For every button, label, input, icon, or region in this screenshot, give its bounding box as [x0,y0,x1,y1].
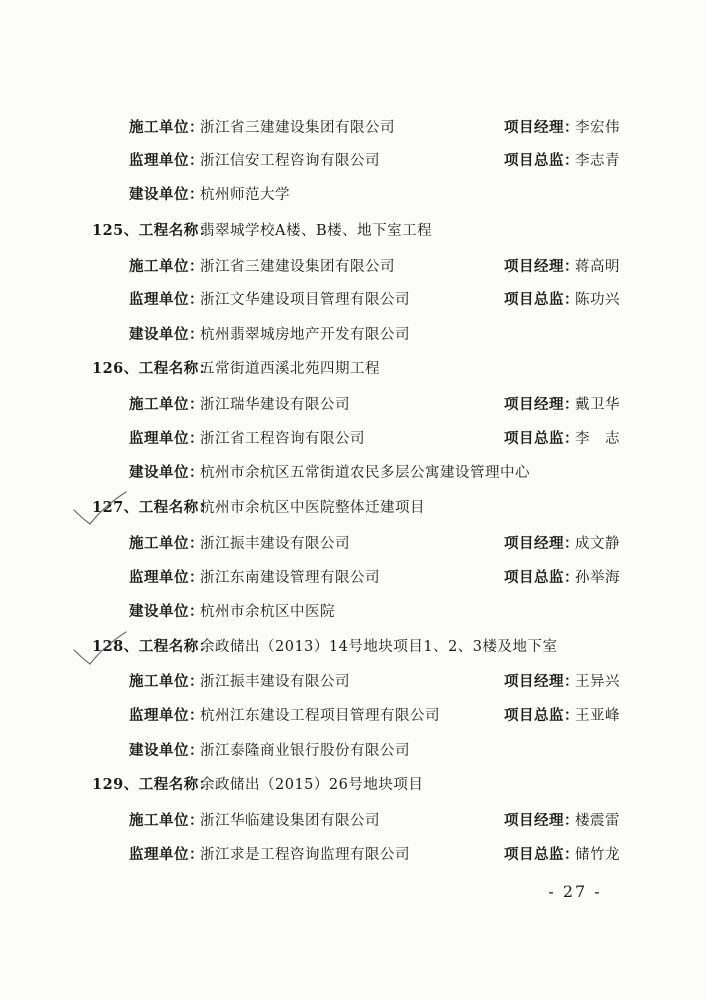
chief-supervisor-label: 项目总监： [504,291,579,308]
chief-supervisor-value: 李 志 [575,431,620,447]
chief-supervisor-value: 李志青 [575,153,620,169]
project-name-label: 工程名称： [138,638,214,655]
contractor-value: 浙江振丰建设有限公司 [200,674,350,690]
chief-supervisor-label: 项目总监： [504,846,579,863]
contractor-value: 浙江振丰建设有限公司 [200,536,350,552]
owner-row [0,320,706,350]
project-number-and-label [92,216,214,246]
owner-value: 浙江泰隆商业银行股份有限公司 [200,743,410,759]
supervisor-label: 监理单位： [129,846,204,863]
owner-label: 建设单位： [129,186,204,203]
contractor-row [0,390,706,420]
chief-supervisor-value: 王亚峰 [575,708,620,724]
project-number: 127、 [92,499,139,516]
page-number: - 27 - [548,882,602,901]
contractor-label: 施工单位： [129,119,204,136]
project-number: 125、 [92,222,139,239]
project-name: 余政储出（2013）14号地块项目1、2、3楼及地下室 [200,639,558,655]
contractor-row [0,252,706,282]
supervisor-label: 监理单位： [129,707,204,724]
contractor-row [0,667,706,697]
contractor-row [0,806,706,836]
project-manager-value: 楼震雷 [575,813,620,829]
chief-supervisor-label: 项目总监： [504,569,579,586]
supervisor-row [0,563,706,593]
contractor-value: 浙江省三建建设集团有限公司 [200,259,395,275]
supervisor-label: 监理单位： [129,430,204,447]
supervisor-row [0,285,706,315]
owner-row [0,180,706,210]
project-manager-label: 项目经理： [504,396,579,413]
chief-supervisor-value: 陈功兴 [575,292,620,308]
chief-supervisor-value: 孙举海 [575,570,620,586]
project-number-and-label [92,770,214,800]
project-manager-value: 王异兴 [575,674,620,690]
project-number: 126、 [92,360,139,377]
owner-label: 建设单位： [129,742,204,759]
project-manager-label: 项目经理： [504,812,579,829]
supervisor-value: 杭州江东建设工程项目管理有限公司 [200,708,440,724]
contractor-label: 施工单位： [129,535,204,552]
owner-value: 杭州市余杭区中医院 [200,604,335,620]
project-manager-label: 项目经理： [504,119,579,136]
project-name-label: 工程名称： [138,499,214,516]
project-title-row [0,216,706,246]
project-title-row [0,770,706,800]
handwritten-check-mark [70,628,130,668]
supervisor-label: 监理单位： [129,569,204,586]
contractor-value: 浙江省三建建设集团有限公司 [200,120,395,136]
contractor-row [0,529,706,559]
contractor-label: 施工单位： [129,812,204,829]
project-name-label: 工程名称： [138,222,214,239]
contractor-value: 浙江华临建设集团有限公司 [200,813,380,829]
project-title-row [0,354,706,384]
chief-supervisor-label: 项目总监： [504,152,579,169]
supervisor-value: 浙江东南建设管理有限公司 [200,570,380,586]
supervisor-value: 浙江求是工程咨询监理有限公司 [200,847,410,863]
contractor-label: 施工单位： [129,673,204,690]
project-name: 杭州市余杭区中医院整体迁建项目 [200,500,425,516]
supervisor-value: 浙江省工程咨询有限公司 [200,431,365,447]
owner-row [0,458,706,488]
owner-label: 建设单位： [129,464,204,481]
project-name-label: 工程名称： [138,360,214,377]
supervisor-row [0,146,706,176]
supervisor-value: 浙江信安工程咨询有限公司 [200,153,380,169]
contractor-row [0,113,706,143]
owner-row [0,597,706,627]
project-number: 128、 [92,638,139,655]
handwritten-check-mark [70,488,130,528]
project-number-and-label [92,354,214,384]
chief-supervisor-label: 项目总监： [504,707,579,724]
project-manager-label: 项目经理： [504,535,579,552]
owner-row [0,736,706,766]
contractor-value: 浙江瑞华建设有限公司 [200,397,350,413]
project-name-label: 工程名称： [138,776,214,793]
owner-value: 杭州市余杭区五常街道农民多层公寓建设管理中心 [200,465,530,481]
owner-label: 建设单位： [129,326,204,343]
supervisor-label: 监理单位： [129,152,204,169]
supervisor-row [0,840,706,870]
owner-value: 杭州翡翠城房地产开发有限公司 [200,327,410,343]
contractor-label: 施工单位： [129,258,204,275]
project-manager-label: 项目经理： [504,673,579,690]
chief-supervisor-value: 储竹龙 [575,847,620,863]
supervisor-row [0,701,706,731]
supervisor-label: 监理单位： [129,291,204,308]
contractor-label: 施工单位： [129,396,204,413]
owner-value: 杭州师范大学 [200,187,290,203]
project-name: 五常街道西溪北苑四期工程 [200,361,380,377]
project-manager-value: 戴卫华 [575,397,620,413]
chief-supervisor-label: 项目总监： [504,430,579,447]
project-manager-value: 李宏伟 [575,120,620,136]
project-manager-label: 项目经理： [504,258,579,275]
project-name: 翡翠城学校A楼、B楼、地下室工程 [200,223,433,239]
project-number: 129、 [92,776,139,793]
project-manager-value: 蒋高明 [575,259,620,275]
supervisor-value: 浙江文华建设项目管理有限公司 [200,292,410,308]
owner-label: 建设单位： [129,603,204,620]
project-name: 余政储出（2015）26号地块项目 [200,777,424,793]
project-manager-value: 成文静 [575,536,620,552]
supervisor-row [0,424,706,454]
